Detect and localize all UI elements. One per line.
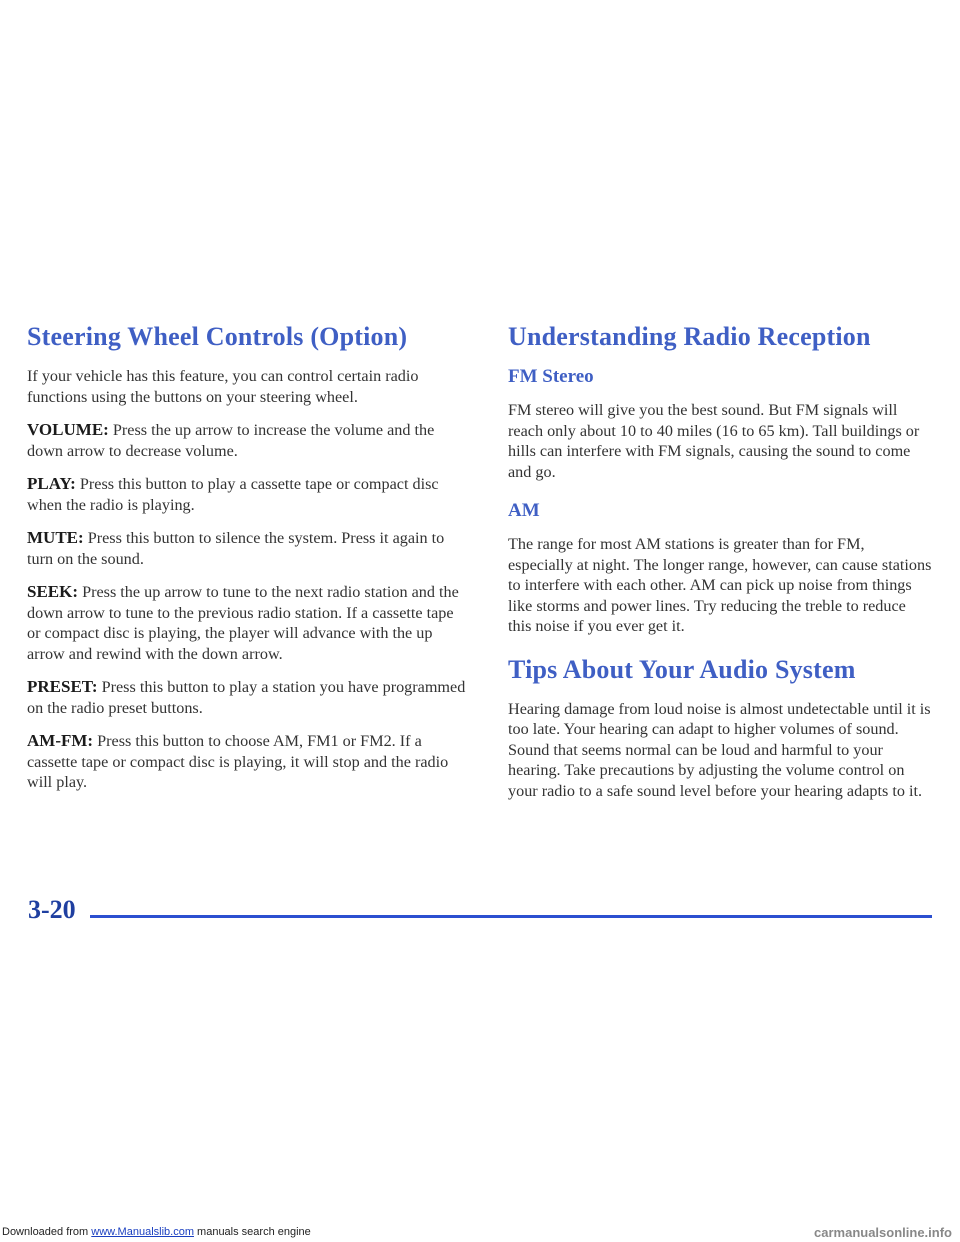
- download-banner: [0, 1224, 960, 1242]
- banner-text: [2, 1226, 311, 1238]
- left-column: [27, 322, 467, 806]
- banner-suffix: manuals search engine: [193, 1226, 311, 1238]
- mute-item: [27, 528, 467, 569]
- seek-text: Press the up arrow to tune to the next radio station and the down arrow to tune to the previous radio station. If a cassette tape or compact disc is playing, the player will advance with the up arrow and rewind with the down arrow.: [27, 583, 459, 663]
- seek-term: SEEK:: [27, 582, 79, 601]
- right-column: [508, 322, 933, 819]
- play-item: [27, 474, 467, 515]
- preset-text: Press this button to play a station you have programmed on the radio preset buttons.: [27, 678, 466, 717]
- manualslib-link[interactable]: www.Manualslib.com: [91, 1226, 194, 1238]
- radio-reception-heading: Understanding Radio Reception: [508, 322, 871, 351]
- steering-controls-heading: Steering Wheel Controls (Option): [27, 322, 408, 351]
- seek-item: [27, 582, 467, 664]
- preset-term: PRESET:: [27, 677, 98, 696]
- fm-stereo-heading: FM Stereo: [508, 366, 594, 387]
- audio-tips-text: Hearing damage from loud noise is almost undetectable until it is too late. Your hearing can adapt to higher volumes of sound. Sound that seems normal can be loud and harmful to your hearing. Take precautions by adjusting the volume control on your radio to a safe sound level before your hearing adapts to it.: [508, 699, 931, 800]
- mute-text: Press this button to silence the system. Press it again to turn on the sound.: [27, 529, 445, 568]
- footer-rule: [90, 915, 932, 918]
- am-heading: AM: [508, 500, 540, 521]
- volume-term: VOLUME:: [27, 420, 109, 439]
- volume-text: Press the up arrow to increase the volume and the down arrow to decrease volume.: [27, 421, 435, 460]
- watermark-text: carmanualsonline.info: [814, 1225, 952, 1240]
- volume-item: [27, 420, 467, 461]
- play-term: PLAY:: [27, 474, 76, 493]
- am-fm-text: Press this button to choose AM, FM1 or FM2. If a cassette tape or compact disc is playing, it will stop and the radio will play.: [27, 732, 449, 791]
- mute-term: MUTE:: [27, 528, 84, 547]
- preset-item: [27, 677, 467, 718]
- am-fm-term: AM-FM:: [27, 731, 94, 750]
- page-number: 3-20: [28, 895, 76, 924]
- am-fm-item: [27, 731, 467, 793]
- banner-prefix: Downloaded from: [2, 1226, 92, 1238]
- am-text: The range for most AM stations is greater than for FM, especially at night. The longer range, however, can cause stations to interfere with each other. AM can pick up noise from things like storms and power lines. Try reducing the treble to reduce this noise if you ever get it.: [508, 535, 932, 635]
- page-footer: [28, 895, 932, 935]
- fm-stereo-text: FM stereo will give you the best sound. But FM signals will reach only about 10 to 40 miles (16 to 65 km). Tall buildings or hills can interfere with FM signals, causing the sound to come and go.: [508, 401, 920, 481]
- audio-tips-heading: Tips About Your Audio System: [508, 654, 856, 684]
- play-text: Press this button to play a cassette tape or compact disc when the radio is playing.: [27, 475, 439, 514]
- steering-intro: If your vehicle has this feature, you can control certain radio functions using the buttons on your steering wheel.: [27, 367, 419, 406]
